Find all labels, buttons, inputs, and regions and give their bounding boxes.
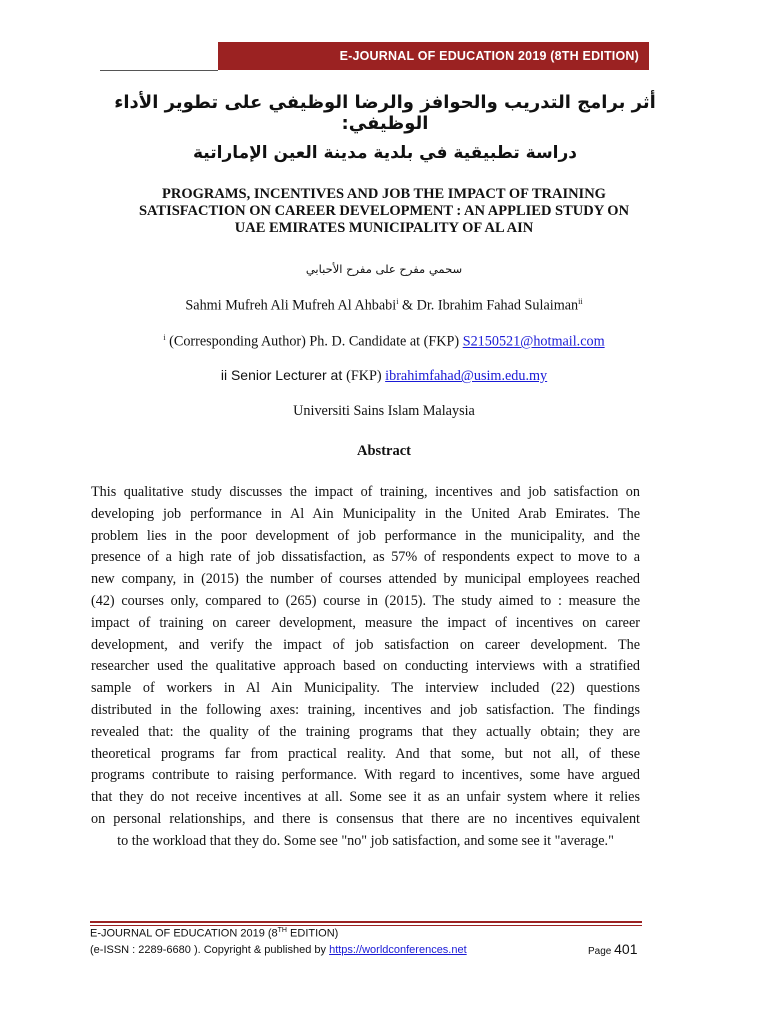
abstract-line: impact of training on career development, measure the impact of incentives on career <box>91 614 640 631</box>
author-1-sup: i <box>396 297 399 306</box>
footer-journal-sup: TH <box>277 927 287 934</box>
corresponding-author-line <box>80 333 688 351</box>
english-title-line-3: UAE EMIRATES MUNICIPALITY OF AL AIN <box>234 220 534 236</box>
abstract-line: that they do not receive incentives at all. Some see it as an unfair system where it relies <box>91 789 640 806</box>
abstract-line: revealed that: the quality of the training programs that they actually obtain; they are <box>91 723 640 740</box>
author-line <box>80 297 688 315</box>
abstract-line: sample of workers in Al Ain Municipality. The interview included (22) questions <box>91 680 640 697</box>
senior-email-link[interactable]: ibrahimfahad@usim.edu.my <box>385 368 548 384</box>
abstract-body <box>91 482 640 853</box>
corr-sup: i <box>163 333 166 342</box>
author-2: & Dr. Ibrahim Fahad Sulaiman <box>398 297 579 314</box>
abstract-line: to the workload that they do. Some see "no" job satisfaction, and some see it "average." <box>117 832 614 849</box>
footer-journal-post: EDITION) <box>287 927 339 940</box>
abstract-line: new company, in (2015) the number of courses attended by municipal employees reached <box>91 571 640 588</box>
arabic-author-name: سحمي مفرح على مفرح الأحبابي <box>305 262 463 276</box>
english-title-line-2: SATISFACTION ON CAREER DEVELOPMENT : AN APPLIED STUDY ON <box>138 203 630 219</box>
abstract-line: distributed in the following axes: training, incentives and job satisfaction. The findings <box>91 701 640 718</box>
footer-journal <box>90 927 338 940</box>
english-title <box>80 186 688 237</box>
abstract-line: This qualitative study discusses the impact of training, incentives and job satisfaction on <box>91 484 640 500</box>
abstract-line: (42) courses only, compared to (265) course in (2015). The study aimed to : measure the <box>91 592 640 609</box>
footer-issn-text: (e-ISSN : 2289-6680 ). Copyright & published by <box>90 944 330 956</box>
abstract-line: problem lies in the poor development of job performance in the municipality, and the <box>91 527 640 544</box>
page-number <box>588 941 638 959</box>
page-label: Page <box>588 946 615 957</box>
arabic-title-line-1: أثر برامج التدريب والحوافز والرضا الوظيفي على تطوير الأداء الوظيفي: <box>114 92 656 134</box>
footer-journal-pre: E-JOURNAL OF EDUCATION 2019 (8 <box>90 927 278 940</box>
abstract-line: researcher used the qualitative approach based on conducting interviews with a stratified <box>91 658 640 675</box>
senior-lecturer-line <box>80 367 688 385</box>
corr-text: (Corresponding Author) Ph. D. Candidate at (FKP) <box>165 333 463 350</box>
page-number-value: 401 <box>614 941 638 957</box>
header-rule <box>100 70 218 71</box>
footer-issn <box>90 944 467 956</box>
abstract-heading: Abstract <box>357 443 411 459</box>
abstract-line: theoretical programs far from practical reality. And that some, but not all, of these <box>91 745 640 762</box>
journal-header-text: E-JOURNAL OF EDUCATION 2019 (8TH EDITION) <box>339 49 639 63</box>
abstract-line: development, and verify the impact of job satisfaction on career development. The <box>91 636 640 653</box>
arabic-title-line-2: دراسة تطبيقية في بلدية مدينة العين الإماراتية <box>192 143 577 163</box>
journal-header-banner <box>218 42 649 70</box>
abstract-line: presence of a high rate of job dissatisfaction, as 57% of respondents expect to move to a <box>91 549 640 566</box>
senior-text: ii Senior Lecturer at <box>220 367 347 383</box>
university: Universiti Sains Islam Malaysia <box>293 403 475 419</box>
corr-email-link[interactable]: S2150521@hotmail.com <box>462 333 605 350</box>
footer-rule-thick <box>90 921 642 923</box>
author-1: Sahmi Mufreh Ali Mufreh Al Ahbabi <box>185 297 397 314</box>
english-title-line-1: PROGRAMS, INCENTIVES AND JOB THE IMPACT OF TRAINING <box>162 186 606 202</box>
abstract-line: developing job performance in Al Ain Municipality in the United Arab Emirates. The <box>91 505 640 522</box>
footer-rule-thin <box>90 925 642 926</box>
abstract-line: programs contribute to raising performance. With regard to incentives, some have argued <box>91 767 640 784</box>
senior-fkp: (FKP) <box>346 368 386 384</box>
abstract-line: on personal relationships, and there is consensus that there are no incentives equivalent <box>91 810 640 827</box>
author-2-sup: ii <box>578 297 583 306</box>
footer-website-link[interactable]: https://worldconferences.net <box>329 944 467 956</box>
